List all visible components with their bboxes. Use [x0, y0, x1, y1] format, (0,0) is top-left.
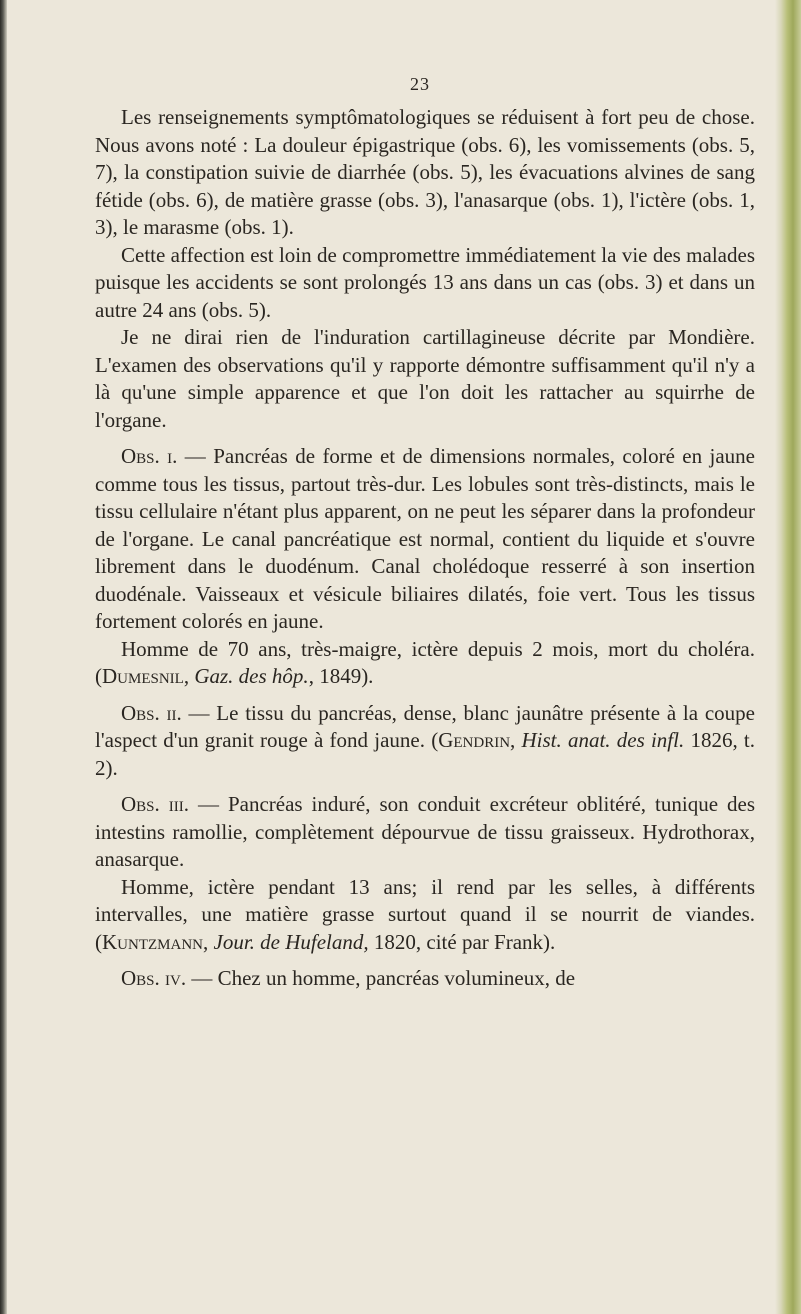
observation-label: Obs. ii. — [121, 700, 182, 725]
citation-source: Gaz. des hôp. — [194, 664, 309, 688]
citation-source: Jour. de Hufeland, — [213, 929, 369, 954]
paragraph-symptoms: Les renseignements symptômatologiques se réduisent à fort peu de chose. Nous avons noté : La douleur épigastrique (obs. 6), les vomissements (obs. 5, 7), la constipation suivie de diarrhée (obs. 5), les évacuations alvines de sang fétide (obs. 6), de matière grasse (obs. 3), l'anasarque (obs. 1), l'ictère (obs. 1, 3), le marasme (obs. 1). — [95, 105, 755, 239]
page-edge — [775, 0, 801, 1314]
observation-label: Obs. iv. — [121, 966, 187, 990]
citation-source: Hist. anat. des infl. — [521, 728, 685, 752]
citation-author: Dumesnil — [102, 664, 184, 688]
observation-2: Obs. ii. — Le tissu du pancréas, dense, blanc jaunâtre présente à la coupe l'aspect d'un granit rouge à fond jaune. (Gendrin, Hist. anat. des infl. 1826, t. 2). — [95, 700, 755, 780]
citation-author: Gendrin — [438, 728, 511, 752]
paragraph-induration: Je ne dirai rien de l'induration cartillagineuse décrite par Mondière. L'examen des observations qu'il y rapporte démontre suffisamment qu'il n'y a là qu'une simple apparence et que l'on doit les rattacher au squirrhe de l'organe. — [95, 325, 755, 432]
observation-body: — Pancréas induré, son conduit excréteur oblitéré, tunique des intestins ramollie, complètement dépourvue de tissu graisseux. Hydrothorax, anasarque. — [95, 792, 755, 871]
page-number: 23 — [410, 74, 430, 94]
observation-1 — [95, 443, 755, 636]
citation-author: Kuntzmann — [102, 929, 203, 954]
page-text — [95, 104, 755, 993]
observation-body: — Chez un homme, pancréas volumineux, de — [186, 966, 576, 990]
observation-3-case: Homme, ictère pendant 13 ans; il rend par les selles, à différents intervalles, une matière grasse surtout quand il se nourrit de viandes. (Kuntzmann, Jour. de Hufeland, 1820, cité par Frank). — [95, 874, 755, 954]
observation-label: Obs. iii. — [121, 792, 189, 816]
observation-4 — [95, 965, 755, 993]
observation-body: — Pancréas de forme et de dimensions normales, coloré en jaune comme tous les tissus, partout très-dur. Les lobules sont très-distincts, mais le tissu cellulaire n'étant plus apparent, on ne peut les séparer dans la profondeur de l'organe. Le canal pancréatique est normal, contient du liquide et s'ouvre librement dans le duodénum. Canal cholédoque resserré à son insertion duodénale. Vaisseaux et vésicule biliaires dilatés, foie vert. Tous les tissus fortement colorés en jaune. — [95, 444, 755, 633]
paragraph-prognosis: Cette affection est loin de compromettre immédiatement la vie des malades puisque les accidents se sont prolongés 13 ans dans un cas (obs. 3) et dans un autre 24 ans (obs. 5). — [95, 242, 755, 322]
book-binding-edge — [0, 0, 7, 1314]
observation-3 — [95, 791, 755, 874]
observation-1-case: Homme de 70 ans, très-maigre, ictère depuis 2 mois, mort du choléra. (Dumesnil, Gaz. des hôp., 1849). — [95, 636, 755, 688]
observation-label: Obs. i. — [121, 444, 178, 468]
